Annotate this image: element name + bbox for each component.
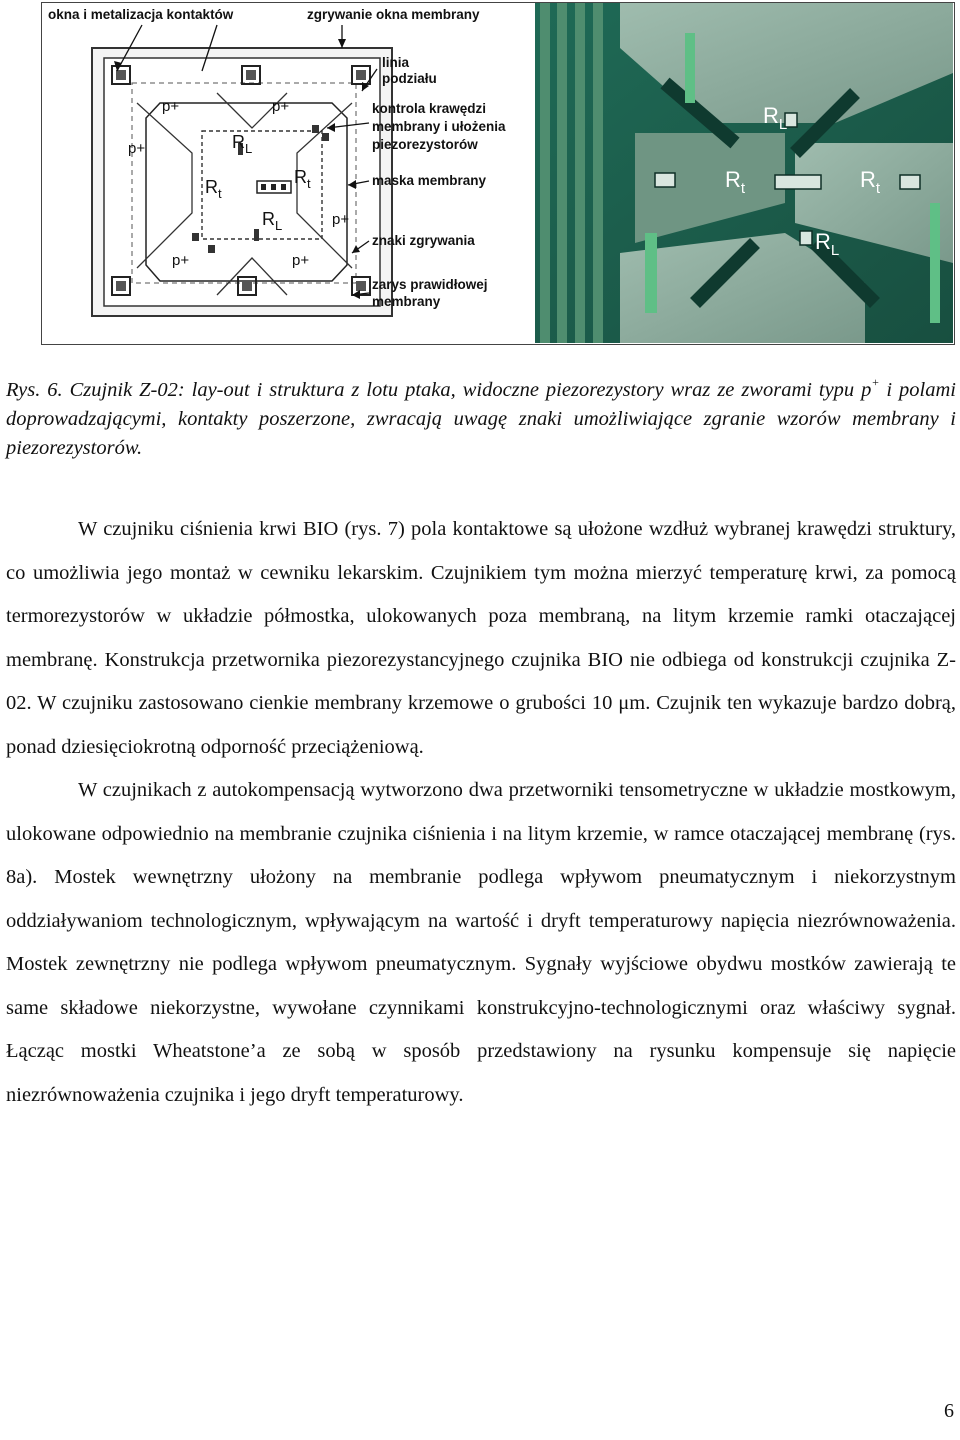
annotation-window-alignment: zgrywanie okna membrany — [307, 7, 480, 22]
svg-text:RL: $R_L$ — [763, 103, 788, 133]
photo-rt-label: R — [860, 167, 876, 192]
structure-photo — [535, 3, 953, 343]
annotation-split-line-1: linia — [382, 55, 410, 70]
annotation-split-line-2: podziału — [382, 71, 437, 86]
layout-schematic — [42, 3, 532, 343]
resistor-rt-label: R — [294, 167, 307, 187]
p-plus-label: p+ — [172, 252, 190, 269]
annotation-windows-metallization: okna i metalizacja kontaktów — [48, 7, 234, 22]
annotation-outline-2: membrany — [372, 294, 441, 309]
body-text — [6, 508, 956, 1117]
svg-text:Rt: $R_t$ — [860, 167, 881, 197]
caption-text-1: Rys. 6. Czujnik Z-02: lay-out i struktura z lotu ptaka, widoczne piezorezystory wraz ze zworami typu p — [6, 379, 872, 401]
page-number: 6 — [944, 1400, 954, 1422]
svg-text:RL: $R_L$ — [815, 229, 840, 259]
photo-rl-label: R — [815, 229, 831, 254]
svg-text:RL: $R_L$ — [232, 132, 253, 156]
p-plus-label: p+ — [272, 98, 290, 115]
svg-text:p+ — [128, 140, 145, 157]
photo-rt-label: R — [725, 167, 741, 192]
photo-rl-label: R — [763, 103, 779, 128]
annotation-alignment-marks: znaki zgrywania — [372, 233, 475, 248]
svg-text:RL: $R_L$ — [262, 209, 283, 233]
svg-text:p+ — [292, 252, 309, 269]
figure-caption — [6, 376, 956, 463]
p-plus-label: p+ — [292, 252, 310, 269]
p-plus-label: p+ — [162, 98, 180, 115]
svg-text:Rt: $R_t$ — [205, 177, 222, 201]
annotation-edge-check-1: kontrola krawędzi — [372, 101, 487, 116]
svg-text:Rt: $R_t$ — [725, 167, 746, 197]
p-plus-label: p+ — [128, 140, 146, 157]
p-plus-label: p+ — [332, 211, 350, 228]
paragraph-1: W czujniku ciśnienia krwi BIO (rys. 7) pola kontaktowe są ułożone wzdłuż wybranej krawędzi struktury, co umożliwia jego montaż w cewniku lekarskim. Czujnikiem tym można mierzyć temperaturę krwi, za pomocą termorezystorów w układzie półmostka, ulokowanych poza membraną, na litym krzemie ramki otaczającej membranę. Konstrukcja przetwornika piezorezystancyjnego czujnika BIO nie odbiega od konstrukcji czujnika Z-02. W czujniku zastosowano cienkie membrany krzemowe o grubości 10 μm. Czujnik ten wykazuje bardzo dobrą, ponad dziesięciokrotną odporność przeciążeniową. — [6, 518, 956, 758]
svg-text:Rt: $R_t$ — [294, 167, 311, 191]
svg-text:p+ — [162, 98, 179, 115]
annotation-edge-check-2: membrany i ułożenia — [372, 119, 506, 134]
svg-text:p+ — [272, 98, 289, 115]
caption-text-2: i polami doprowadzającymi, kontakty poszerzone, zwracają uwagę znaki umożliwiające zgranie wzorów membrany i piezorezystorów. — [6, 379, 956, 459]
annotation-edge-check-3: piezorezystorów — [372, 137, 478, 152]
resistor-rl-label: R — [262, 209, 275, 229]
resistor-rt-label: R — [205, 177, 218, 197]
paragraph-2: W czujnikach z autokompensacją wytworzono dwa przetworniki tensometryczne w układzie mostkowym, ulokowane odpowiednio na membranie czujnika ciśnienia i na litym krzemie, w ramce otaczającej membranę (rys. 8a). Mostek wewnętrzny ułożony na membranie podlega wpływom pneumatycznym i niekorzystnym oddziaływaniom technologicznym, wpływającym na wartość i dryft temperaturowy napięcia niezrównoważenia. Mostek zewnętrzny nie podlega wpływom pneumatycznym. Sygnały wyjściowe obydwu mostków zawierają te same składowe niekorzystne, wywołane czynnikami konstrukcyjno-technologicznymi oraz właściwy sygnał. Łącząc mostki Wheatstone’a ze sobą w sposób przedstawiony na rysunku kompensuje się napięcie niezrównoważenia czujnika i jego dryft temperaturowy. — [6, 779, 956, 1106]
resistor-rl-label: R — [232, 132, 245, 152]
caption-superscript: + — [871, 375, 880, 389]
svg-text:p+ — [332, 211, 349, 228]
svg-text:p+ — [172, 252, 189, 269]
annotation-membrane-mask: maska membrany — [372, 173, 487, 188]
annotation-outline-1: zarys prawidłowej — [372, 277, 488, 292]
figure-6 — [41, 2, 955, 345]
